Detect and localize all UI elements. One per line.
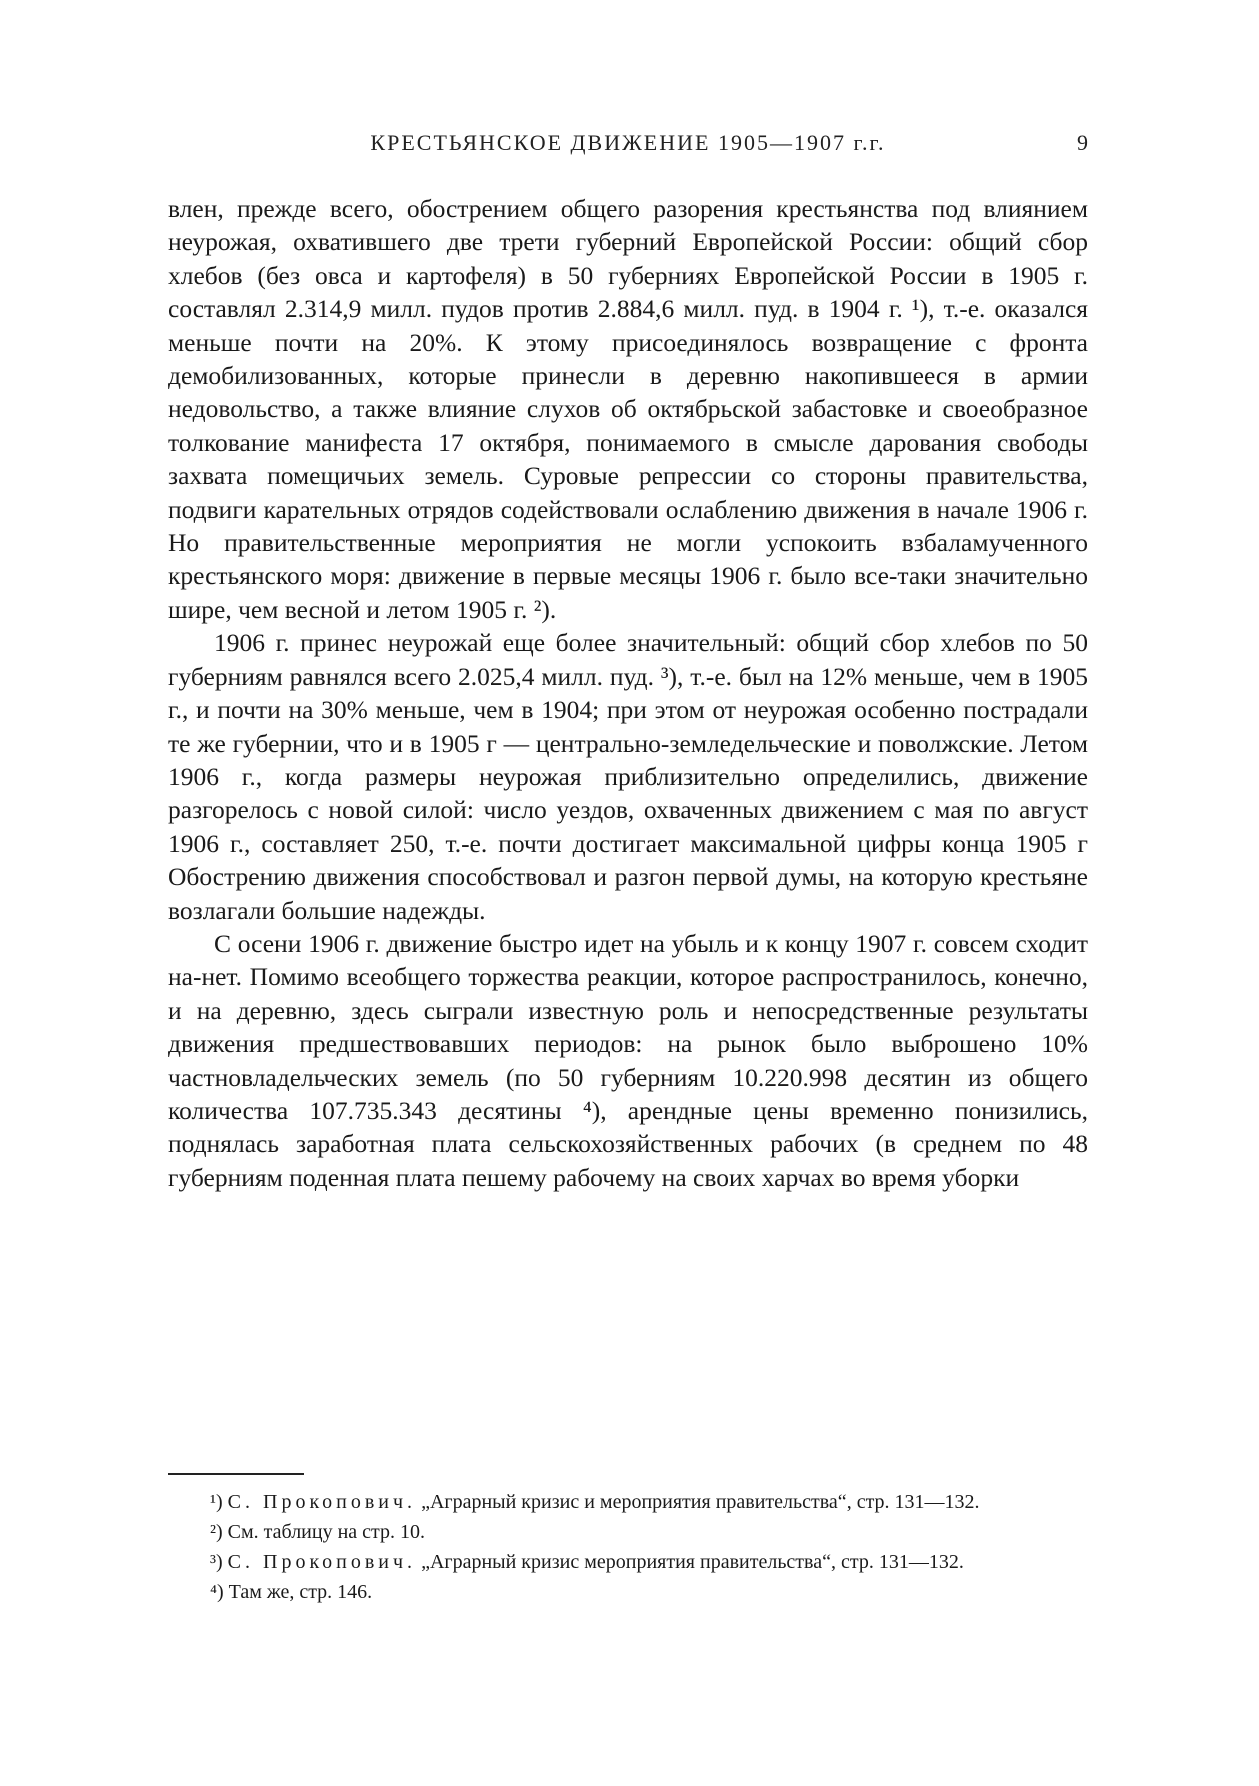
page-number: 9 — [1077, 130, 1088, 155]
footnote-3 — [168, 1547, 1088, 1577]
paragraph-continued: влен, прежде всего, обострением общего разорения крестьянства под влиянием неурожая, охватившего две трети губерний Европейской России: общий сбор хлебов (без овса и картофеля) в 50 губерниях Европейской России в 1905 г. составлял 2.314,9 милл. пудов против 2.884,6 милл. пуд. в 1904 г. ¹), т.-е. оказался меньше почти на 20%. К этому присоединялось возвращение с фронта демобилизованных, которые принесли в деревню накопившееся в армии недовольство, а также влияние слухов об октябрьской забастовке и своеобразное толкование манифеста 17 октября, понимаемого в смысле дарования свободы захвата помещичьих земель. Суровые репрессии со стороны правительства, подвиги карательных отрядов содействовали ослаблению движения в начале 1906 г. Но правительственные мероприятия не могли успокоить взбаламученного крестьянского моря: движение в первые месяцы 1906 г. было все-таки значительно шире, чем весной и летом 1905 г. ²). — [168, 194, 1088, 624]
footnote-mark: ³) — [210, 1551, 223, 1573]
footnote-text: „Аграрный кризис мероприятия правительства“, стр. 131—132. — [421, 1551, 964, 1573]
running-header — [168, 130, 1088, 160]
footnote-4 — [168, 1577, 1088, 1607]
footnote-2 — [168, 1517, 1088, 1547]
footnote-mark: ²) — [210, 1521, 223, 1543]
paragraph-1906-harvest: 1906 г. принес неурожай еще более значительный: общий сбор хлебов по 50 губерниям равнялся всего 2.025,4 милл. пуд. ³), т.-е. был на 12% меньше, чем в 1905 г., и почти на 30% меньше, чем в 1904; при этом от неурожая особенно пострадали те же губернии, что и в 1905 г — центрально-земледельческие и поволжские. Летом 1906 г., когда размеры неурожая приблизительно определились, движение разгорелось с новой силой: число уездов, охваченных движением с мая по август 1906 г., составляет 250, т.-е. почти достигает максимальной цифры конца 1905 г Обострению движения способствовал и разгон первой думы, на которую крестьяне возлагали большие надежды. — [168, 628, 1088, 925]
paragraph-autumn-1906: С осени 1906 г. движение быстро идет на убыль и к концу 1907 г. совсем сходит на-нет. Помимо всеобщего торжества реакции, которое распространилось, конечно, и на деревню, здесь сыграли известную роль и непосредственные результаты движения предшествовавших периодов: на рынок было выброшено 10% частновладельческих земель (по 50 губерниям 10.220.998 десятин из общего количества 107.735.343 десятины ⁴), арендные цены временно понизились, поднялась заработная плата сельскохозяйственных рабочих (в среднем по 48 губерниям поденная плата пешему рабочему на своих харчах во время уборки — [168, 928, 1088, 1192]
footnote-author: С. Прокопович. — [227, 1551, 417, 1573]
footnote-divider — [168, 1473, 304, 1475]
footnotes — [168, 1487, 1088, 1607]
footnote-author: С. Прокопович. — [227, 1491, 417, 1513]
footnote-text: См. таблицу на стр. 10. — [227, 1521, 426, 1543]
footnote-1 — [168, 1487, 1088, 1517]
body-text — [168, 192, 1088, 1194]
footnote-text: „Аграрный кризис и мероприятия правительства“, стр. 131—132. — [421, 1491, 980, 1513]
running-title: КРЕСТЬЯНСКОЕ ДВИЖЕНИЕ 1905—1907 г.г. — [370, 130, 886, 155]
footnote-text: Там же, стр. 146. — [228, 1581, 373, 1603]
footnote-mark: ¹) — [210, 1491, 223, 1513]
footnote-mark: ⁴) — [210, 1581, 224, 1603]
